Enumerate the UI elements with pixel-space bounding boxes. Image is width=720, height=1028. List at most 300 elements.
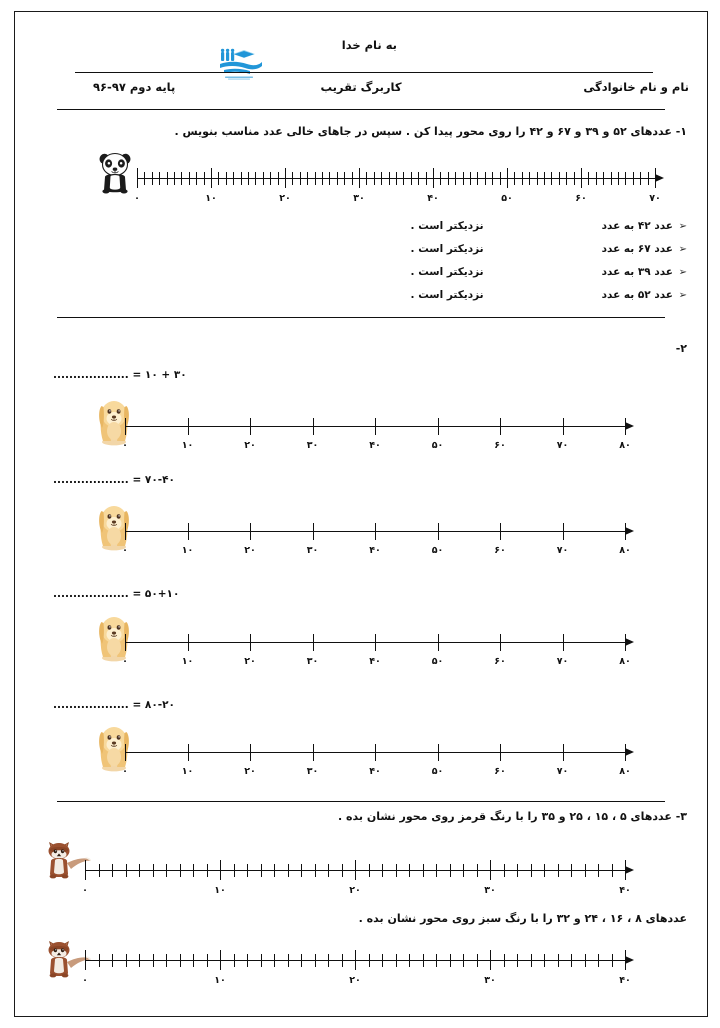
bullet-row-4 [411, 289, 687, 301]
axis-tick-label: ۱۰ [214, 885, 226, 896]
minor-tick [477, 172, 478, 185]
minor-tick [436, 954, 437, 967]
minor-tick [274, 864, 275, 877]
major-tick [125, 523, 126, 540]
axis-tick-label: ۱۰ [181, 439, 194, 451]
bullet-row-1 [411, 220, 687, 232]
section-divider-1 [57, 317, 665, 318]
minor-tick [411, 172, 412, 185]
minor-tick [566, 172, 567, 185]
axis-tick-label: ۲۰ [244, 544, 256, 556]
minor-tick [574, 172, 575, 185]
axis-tick-label: ۲۰ [244, 655, 256, 667]
q2-numberline-1[interactable] [122, 408, 647, 452]
minor-tick [544, 864, 545, 877]
bullet-4-left: عدد ۵۲ به عدد [601, 289, 673, 301]
bullet-1-left: عدد ۴۲ به عدد [601, 220, 673, 232]
minor-tick [436, 864, 437, 877]
major-tick [359, 168, 360, 188]
major-tick [211, 168, 212, 188]
minor-tick [517, 954, 518, 967]
minor-tick [166, 954, 167, 967]
axis-arrow-icon [625, 638, 634, 646]
major-tick [507, 168, 508, 188]
minor-tick [551, 172, 552, 185]
minor-tick [531, 864, 532, 877]
minor-tick [396, 172, 397, 185]
school-logo-icon [214, 48, 270, 82]
axis-tick-label: ۲۰ [244, 439, 256, 451]
minor-tick [426, 172, 427, 185]
axis-tick-label: ۷۰ [556, 544, 569, 556]
bullet-2-left: عدد ۶۷ به عدد [601, 243, 673, 255]
axis-tick-label: ۳۰ [306, 655, 319, 667]
minor-tick [517, 864, 518, 877]
axis-tick-label: ۶۰ [494, 439, 506, 451]
axis-tick-label: ۰ [122, 439, 128, 451]
minor-tick [423, 954, 424, 967]
minor-tick [611, 172, 612, 185]
minor-tick [418, 172, 419, 185]
axis-tick-label: ۵۰ [431, 655, 444, 667]
minor-tick [440, 172, 441, 185]
q3-numberline-green[interactable] [82, 944, 647, 988]
minor-tick [315, 954, 316, 967]
major-tick [188, 634, 189, 651]
minor-tick [633, 172, 634, 185]
major-tick [625, 744, 626, 761]
q2-expr-3-text: ۵۰+۱۰ = [132, 588, 180, 600]
minor-tick [180, 954, 181, 967]
minor-tick [99, 864, 100, 877]
minor-tick [193, 954, 194, 967]
minor-tick [315, 864, 316, 877]
minor-tick [204, 172, 205, 185]
minor-tick [529, 172, 530, 185]
minor-tick [450, 864, 451, 877]
minor-tick [537, 172, 538, 185]
minor-tick [571, 864, 572, 877]
axis-arrow-icon [625, 422, 634, 430]
minor-tick [307, 172, 308, 185]
major-tick [563, 418, 564, 435]
axis-tick-label: ۰ [82, 975, 88, 986]
grade-label: پایه دوم ۹۷-۹۶ [93, 80, 176, 94]
axis-tick-label: ۱۰ [214, 975, 226, 986]
minor-tick [389, 172, 390, 185]
major-tick [490, 950, 491, 970]
major-tick [188, 523, 189, 540]
major-tick [250, 523, 251, 540]
major-tick [625, 523, 626, 540]
minor-tick [598, 864, 599, 877]
axis-tick-label: ۷۰ [556, 655, 569, 667]
minor-tick [492, 172, 493, 185]
axis-tick-label: ۵۰ [431, 544, 444, 556]
minor-tick [329, 172, 330, 185]
axis-tick-label: ۱۰ [181, 544, 194, 556]
minor-tick [477, 954, 478, 967]
minor-tick [263, 172, 264, 185]
minor-tick [585, 954, 586, 967]
minor-tick [369, 864, 370, 877]
major-tick [285, 168, 286, 188]
axis-arrow-icon [625, 748, 634, 756]
minor-tick [352, 172, 353, 185]
bullet-1-right: نزدیکتر است . [410, 220, 484, 232]
minor-tick [396, 954, 397, 967]
minor-tick [153, 954, 154, 967]
header-info-row [15, 80, 707, 106]
axis-arrow-icon [625, 956, 634, 964]
axis-tick-label: ۳۰ [353, 193, 365, 204]
minor-tick [342, 954, 343, 967]
minor-tick [514, 172, 515, 185]
minor-tick [544, 954, 545, 967]
bismillah-text: به نام خدا [341, 38, 397, 52]
axis-tick-label: ۰ [122, 765, 128, 777]
major-tick [85, 950, 86, 970]
minor-tick [558, 864, 559, 877]
minor-tick [144, 172, 145, 185]
minor-tick [152, 172, 153, 185]
minor-tick [247, 954, 248, 967]
minor-tick [301, 954, 302, 967]
axis-tick-label: ۲۰ [349, 975, 361, 986]
major-tick [500, 744, 501, 761]
header-divider-2 [57, 109, 665, 110]
major-tick [313, 418, 314, 435]
minor-tick [337, 172, 338, 185]
axis-tick-label: ۶۰ [494, 765, 506, 777]
minor-tick [382, 864, 383, 877]
minor-tick [126, 954, 127, 967]
header-divider-1 [75, 72, 653, 73]
minor-tick [247, 864, 248, 877]
minor-tick [612, 954, 613, 967]
minor-tick [233, 172, 234, 185]
minor-tick [248, 172, 249, 185]
axis-tick-label: ۶۰ [494, 655, 506, 667]
question-2-number: ۲- [675, 342, 687, 355]
axis-tick-label: ۵۰ [431, 765, 444, 777]
minor-tick [226, 172, 227, 185]
minor-tick [448, 172, 449, 185]
major-tick [563, 634, 564, 651]
bullet-3-left: عدد ۳۹ به عدد [601, 266, 673, 278]
worksheet-page [14, 11, 708, 1017]
minor-tick [612, 864, 613, 877]
minor-tick [180, 864, 181, 877]
minor-tick [381, 172, 382, 185]
axis-arrow-icon [625, 866, 634, 874]
axis-tick-label: ۸۰ [619, 655, 631, 667]
panda-icon [95, 152, 135, 198]
minor-tick [588, 172, 589, 185]
minor-tick [261, 864, 262, 877]
minor-tick [300, 172, 301, 185]
axis-tick-label: ۴۰ [369, 765, 381, 777]
major-tick [438, 418, 439, 435]
minor-tick [278, 172, 279, 185]
major-tick [250, 418, 251, 435]
major-tick [438, 634, 439, 651]
major-tick [563, 523, 564, 540]
axis-tick-label: ۱۰ [181, 765, 194, 777]
major-tick [313, 744, 314, 761]
major-tick [137, 168, 138, 188]
arrow-bullet-icon: ➢ [678, 244, 687, 255]
q2-expr-1-text: ۳۰ + ۱۰ = [132, 369, 187, 381]
minor-tick [328, 954, 329, 967]
page-title: کاربرگ تقریب [320, 80, 402, 94]
minor-tick [241, 172, 242, 185]
axis-tick-label: ۶۰ [575, 193, 587, 204]
axis-arrow-icon [625, 527, 634, 535]
minor-tick [522, 172, 523, 185]
minor-tick [409, 954, 410, 967]
minor-tick [342, 864, 343, 877]
major-tick [250, 634, 251, 651]
minor-tick [234, 954, 235, 967]
axis-tick-label: ۷۰ [556, 765, 569, 777]
minor-tick [166, 864, 167, 877]
minor-tick [485, 172, 486, 185]
minor-tick [344, 172, 345, 185]
minor-tick [112, 954, 113, 967]
bullet-2-right: نزدیکتر است . [410, 243, 484, 255]
major-tick [500, 523, 501, 540]
question-1-numberline[interactable] [134, 162, 677, 208]
q2-blank-4[interactable]: ................... [53, 699, 129, 711]
minor-tick [618, 172, 619, 185]
minor-tick [463, 954, 464, 967]
axis-tick-label: ۴۰ [427, 193, 439, 204]
minor-tick [207, 954, 208, 967]
axis-tick-label: ۸۰ [619, 544, 631, 556]
minor-tick [504, 954, 505, 967]
major-tick [563, 744, 564, 761]
axis-tick-label: ۰ [122, 544, 128, 556]
major-tick [220, 950, 221, 970]
minor-tick [366, 172, 367, 185]
bullet-row-3 [411, 266, 687, 278]
major-tick [125, 744, 126, 761]
minor-tick [261, 954, 262, 967]
minor-tick [396, 864, 397, 877]
major-tick [625, 860, 626, 880]
minor-tick [423, 864, 424, 877]
major-tick [220, 860, 221, 880]
major-tick [625, 634, 626, 651]
major-tick [438, 523, 439, 540]
major-tick [250, 744, 251, 761]
minor-tick [531, 954, 532, 967]
major-tick [655, 168, 656, 188]
minor-tick [322, 172, 323, 185]
axis-tick-label: ۶۰ [494, 544, 506, 556]
major-tick [188, 744, 189, 761]
question-3-prompt-green: عددهای ۸ ، ۱۶ ، ۲۴ و ۳۲ را با رنگ سبز روی محور نشان بده . [358, 912, 687, 925]
bullet-4-right: نزدیکتر است . [410, 289, 484, 301]
minor-tick [463, 172, 464, 185]
axis-tick-label: ۰ [122, 655, 128, 667]
axis-arrow-icon [655, 174, 664, 182]
axis-tick-label: ۳۰ [484, 885, 496, 896]
q2-expression-1 [53, 369, 187, 381]
arrow-bullet-icon: ➢ [678, 267, 687, 278]
minor-tick [504, 864, 505, 877]
family-name-label: نام و نام خانوادگی [583, 80, 689, 94]
major-tick [500, 634, 501, 651]
minor-tick [189, 172, 190, 185]
major-tick [375, 744, 376, 761]
q2-expr-2-text: ۷۰-۴۰ = [132, 474, 175, 486]
axis-tick-label: ۰ [134, 193, 140, 204]
minor-tick [470, 172, 471, 185]
section-divider-2 [57, 801, 665, 802]
axis-tick-label: ۳۰ [484, 975, 496, 986]
minor-tick [403, 172, 404, 185]
minor-tick [139, 954, 140, 967]
minor-tick [463, 864, 464, 877]
bullet-row-2 [411, 243, 687, 255]
q2-numberline-4[interactable] [122, 734, 647, 778]
minor-tick [167, 172, 168, 185]
q2-numberline-3[interactable] [122, 624, 647, 668]
axis-tick-label: ۴۰ [369, 655, 381, 667]
major-tick [490, 860, 491, 880]
minor-tick [596, 172, 597, 185]
question-1-prompt: ۱- عددهای ۵۲ و ۳۹ و ۶۷ و ۴۲ را روی محور پیدا کن . سپس در جاهای خالی عدد مناسب بنویس . [174, 125, 687, 138]
q2-expression-4 [53, 699, 175, 711]
axis-tick-label: ۳۰ [306, 439, 319, 451]
minor-tick [640, 172, 641, 185]
axis-tick-label: ۸۰ [619, 765, 631, 777]
axis-tick-label: ۳۰ [306, 544, 319, 556]
minor-tick [196, 172, 197, 185]
axis-tick-label: ۴۰ [619, 975, 631, 986]
axis-tick-label: ۵۰ [501, 193, 513, 204]
minor-tick [559, 172, 560, 185]
minor-tick [112, 864, 113, 877]
q2-expression-3 [53, 588, 179, 600]
major-tick [581, 168, 582, 188]
minor-tick [174, 172, 175, 185]
q3-numberline-red[interactable] [82, 854, 647, 898]
minor-tick [544, 172, 545, 185]
axis-tick-label: ۴۰ [619, 885, 631, 896]
minor-tick [181, 172, 182, 185]
major-tick [500, 418, 501, 435]
minor-tick [558, 954, 559, 967]
minor-tick [603, 172, 604, 185]
minor-tick [500, 172, 501, 185]
major-tick [625, 418, 626, 435]
axis-tick-label: ۳۰ [306, 765, 319, 777]
minor-tick [288, 954, 289, 967]
minor-tick [207, 864, 208, 877]
major-tick [625, 950, 626, 970]
minor-tick [477, 864, 478, 877]
question-3-prompt-red: ۳- عددهای ۵ ، ۱۵ ، ۲۵ و ۳۵ را با رنگ قرمز روی محور نشان بده . [338, 810, 687, 823]
major-tick [433, 168, 434, 188]
major-tick [355, 950, 356, 970]
minor-tick [301, 864, 302, 877]
major-tick [313, 523, 314, 540]
arrow-bullet-icon: ➢ [678, 290, 687, 301]
minor-tick [625, 172, 626, 185]
major-tick [125, 418, 126, 435]
major-tick [188, 418, 189, 435]
minor-tick [598, 954, 599, 967]
minor-tick [159, 172, 160, 185]
minor-tick [270, 172, 271, 185]
minor-tick [288, 864, 289, 877]
axis-tick-label: ۷۰ [649, 193, 661, 204]
minor-tick [255, 172, 256, 185]
minor-tick [234, 864, 235, 877]
minor-tick [374, 172, 375, 185]
axis-tick-label: ۲۰ [279, 193, 291, 204]
q2-numberline-2[interactable] [122, 513, 647, 557]
minor-tick [126, 864, 127, 877]
axis-tick-label: ۰ [82, 885, 88, 896]
axis-tick-label: ۴۰ [369, 439, 381, 451]
minor-tick [292, 172, 293, 185]
minor-tick [153, 864, 154, 877]
major-tick [375, 634, 376, 651]
minor-tick [99, 954, 100, 967]
q2-expression-2 [53, 474, 175, 486]
minor-tick [274, 954, 275, 967]
minor-tick [409, 864, 410, 877]
major-tick [85, 860, 86, 880]
major-tick [375, 523, 376, 540]
minor-tick [455, 172, 456, 185]
minor-tick [193, 864, 194, 877]
q2-blank-2[interactable]: ................... [53, 474, 129, 486]
axis-tick-label: ۷۰ [556, 439, 569, 451]
minor-tick [139, 864, 140, 877]
major-tick [313, 634, 314, 651]
minor-tick [315, 172, 316, 185]
axis-tick-label: ۸۰ [619, 439, 631, 451]
arrow-bullet-icon: ➢ [678, 221, 687, 232]
q2-blank-3[interactable]: ................... [53, 588, 129, 600]
q2-blank-1[interactable]: ................... [53, 369, 129, 381]
minor-tick [648, 172, 649, 185]
minor-tick [328, 864, 329, 877]
q2-expr-4-text: ۸۰-۲۰ = [132, 699, 175, 711]
minor-tick [382, 954, 383, 967]
axis-tick-label: ۲۰ [244, 765, 256, 777]
major-tick [438, 744, 439, 761]
minor-tick [450, 954, 451, 967]
header-top-row [15, 26, 707, 72]
major-tick [375, 418, 376, 435]
axis-tick-label: ۲۰ [349, 885, 361, 896]
major-tick [125, 634, 126, 651]
minor-tick [585, 864, 586, 877]
axis-tick-label: ۱۰ [181, 655, 194, 667]
axis-tick-label: ۱۰ [205, 193, 217, 204]
major-tick [355, 860, 356, 880]
minor-tick [218, 172, 219, 185]
minor-tick [571, 954, 572, 967]
minor-tick [369, 954, 370, 967]
bullet-3-right: نزدیکتر است . [410, 266, 484, 278]
